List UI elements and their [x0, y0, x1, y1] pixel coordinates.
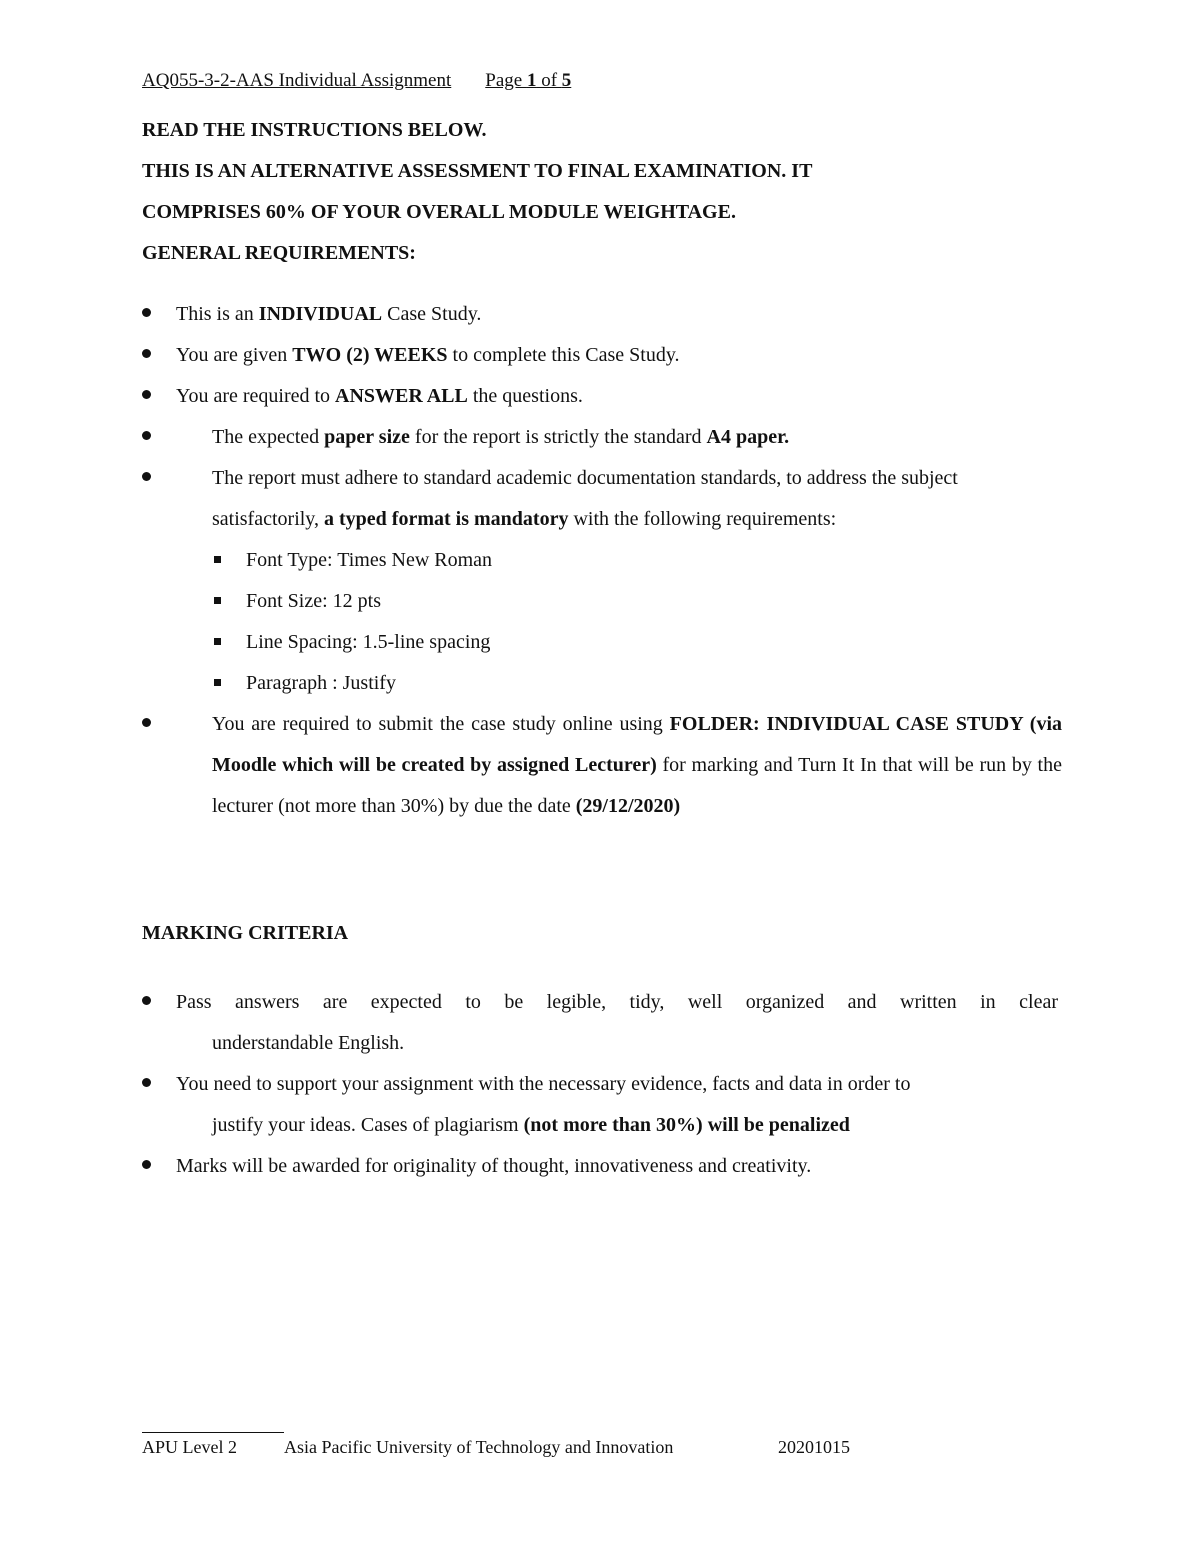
format-item: Font Size: 12 pts	[212, 581, 1132, 622]
footer-university: Asia Pacific University of Technology and Innovation	[284, 1437, 674, 1457]
bullet-icon	[142, 718, 151, 727]
footer-level: APU Level 2	[142, 1437, 237, 1457]
bullet-icon	[142, 996, 151, 1005]
bullet-icon	[142, 308, 151, 317]
format-item: Line Spacing: 1.5-line spacing	[212, 622, 1132, 663]
bullet-icon	[142, 390, 151, 399]
general-requirements-heading: GENERAL REQUIREMENTS:	[142, 242, 416, 264]
bullet-icon	[142, 472, 151, 481]
requirement-item: You are required to ANSWER ALL the questions.	[142, 376, 1062, 417]
marking-criteria-heading: MARKING CRITERIA	[142, 922, 349, 944]
module-code: AQ055-3-2-AAS Individual Assignment	[142, 70, 452, 91]
requirement-item: This is an INDIVIDUAL Case Study.	[142, 294, 1062, 335]
intro-line: READ THE INSTRUCTIONS BELOW.	[142, 119, 487, 141]
footer-version: 20201015	[778, 1437, 850, 1457]
page-footer	[142, 1437, 850, 1458]
criteria-item: Pass answers are expected to be legible, tidy, well organized and written in clear understandable English.	[142, 982, 1058, 1064]
footer-divider	[142, 1432, 284, 1433]
page-indicator: Page 1 of 5	[485, 70, 572, 91]
marking-criteria-list	[142, 982, 1058, 1187]
requirement-item: The expected paper size for the report is strictly the standard A4 paper.	[142, 417, 1062, 458]
requirement-item: The report must adhere to standard academic documentation standards, to address the subject satisfactorily, a typed format is mandatory with the following requirements:	[142, 458, 1062, 540]
square-bullet-icon	[214, 597, 221, 604]
requirements-list	[142, 294, 1062, 827]
intro-line: THIS IS AN ALTERNATIVE ASSESSMENT TO FINAL EXAMINATION. IT	[142, 160, 813, 182]
format-item: Paragraph : Justify	[212, 663, 1132, 704]
criteria-item: You need to support your assignment with the necessary evidence, facts and data in order to justify your ideas. Cases of plagiarism (not more than 30%) will be penalized	[142, 1064, 1058, 1146]
criteria-item: Marks will be awarded for originality of thought, innovativeness and creativity.	[142, 1146, 1058, 1187]
bullet-icon	[142, 349, 151, 358]
format-requirements-list	[212, 540, 1132, 704]
square-bullet-icon	[214, 556, 221, 563]
intro-line: COMPRISES 60% OF YOUR OVERALL MODULE WEIGHTAGE.	[142, 201, 736, 223]
requirement-item: You are required to submit the case study online using FOLDER: INDIVIDUAL CASE STUDY (via Moodle which will be created by assigned Lecturer) for marking and Turn It In that will be run by the lecturer (not more than 30%) by due the date (29/12/2020)	[142, 704, 1062, 827]
bullet-icon	[142, 1160, 151, 1169]
bullet-icon	[142, 431, 151, 440]
instructions-heading	[142, 116, 1062, 280]
bullet-icon	[142, 1078, 151, 1087]
page-header	[142, 70, 571, 92]
format-item: Font Type: Times New Roman	[212, 540, 1132, 581]
square-bullet-icon	[214, 679, 221, 686]
square-bullet-icon	[214, 638, 221, 645]
requirement-item: You are given TWO (2) WEEKS to complete this Case Study.	[142, 335, 1062, 376]
